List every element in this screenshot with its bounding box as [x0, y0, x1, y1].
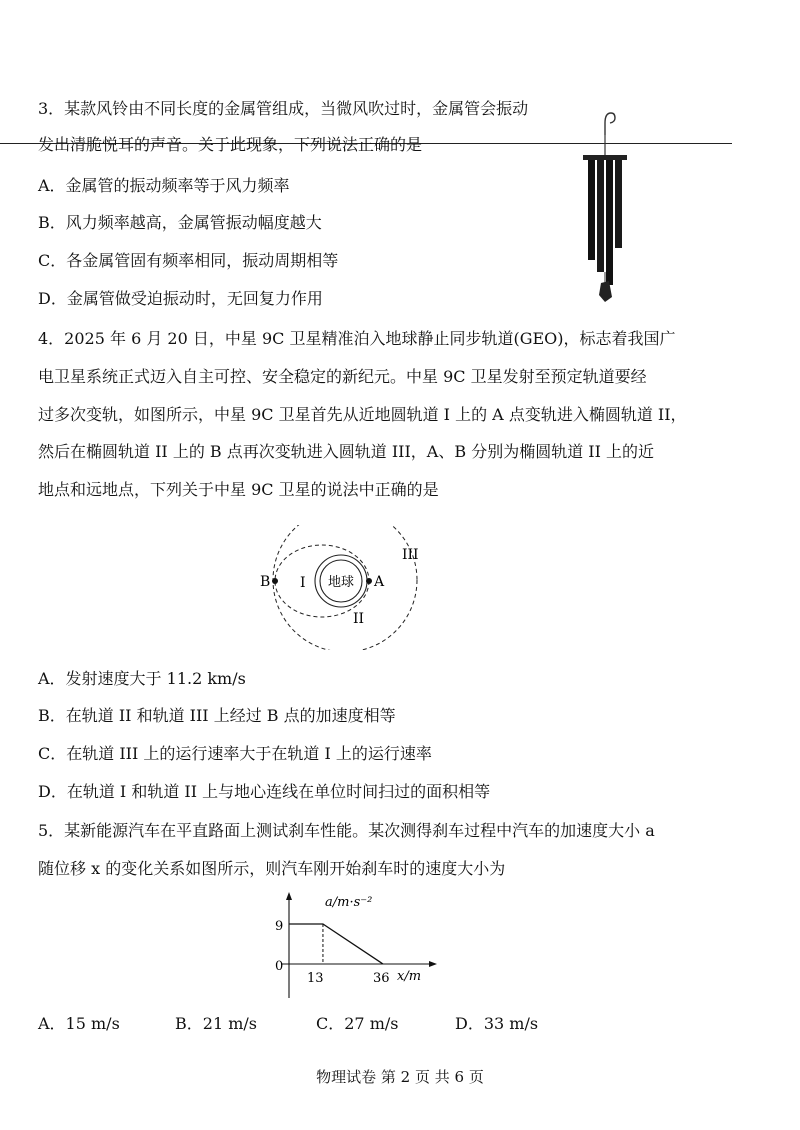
q3-option-b: B．风力频率越高，金属管振动幅度越大	[38, 213, 322, 232]
y-axis-arrow	[286, 892, 292, 900]
x-tick-13: 13	[307, 971, 324, 986]
x-axis-arrow	[429, 961, 437, 967]
x-tick-36: 36	[373, 971, 390, 986]
point-a	[366, 578, 372, 584]
q5-stem-line-2: 随位移 x 的变化关系如图所示，则汽车刚开始刹车时的速度大小为	[38, 859, 506, 878]
y-axis-label: a/m·s⁻²	[325, 895, 373, 910]
q3-option-c: C．各金属管固有频率相同，振动周期相等	[38, 251, 339, 270]
q5-option-d: D．33 m/s	[455, 1014, 539, 1033]
a-x-series-line	[289, 924, 383, 964]
q4-option-d: D．在轨道 I 和轨道 II 上与地心连线在单位时间扫过的面积相等	[38, 782, 491, 801]
page-footer: 物理试卷 第 2 页 共 6 页	[316, 1068, 484, 1086]
q4-stem-line-5: 地点和远地点，下列关于中星 9C 卫星的说法中正确的是	[38, 480, 439, 499]
x-axis-label: x/m	[397, 969, 422, 984]
q3-stem-line-1: 3．某款风铃由不同长度的金属管组成，当微风吹过时，金属管会振动	[38, 99, 529, 118]
q3-option-a: A．金属管的振动频率等于风力频率	[38, 176, 290, 195]
y-tick-9: 9	[275, 919, 284, 934]
q5-stem-line-1: 5．某新能源汽车在平直路面上测试刹车性能。某次测得刹车过程中汽车的加速度大小 a	[38, 821, 655, 840]
label-b: B	[260, 574, 271, 590]
earth-label: 地球	[327, 575, 355, 590]
label-i: I	[300, 575, 306, 591]
q4-stem-line-4: 然后在椭圆轨道 II 上的 B 点再次变轨进入圆轨道 III，A、B 分别为椭圆轨道 II 上的近	[38, 442, 655, 461]
q4-stem-line-1: 4．2025 年 6 月 20 日，中星 9C 卫星精准泊入地球静止同步轨道(GEO)，标志着我国广	[38, 329, 676, 348]
y-tick-0: 0	[275, 959, 284, 974]
label-ii: II	[353, 611, 365, 627]
q5-option-b: B．21 m/s	[175, 1014, 257, 1033]
point-b	[272, 578, 278, 584]
q5-option-a: A．15 m/s	[38, 1014, 120, 1033]
orbit-diagram	[250, 525, 440, 650]
q4-stem-line-3: 过多次变轨，如图所示，中星 9C 卫星首先从近地圆轨道 I 上的 A 点变轨进入椭圆轨道 II，	[38, 405, 687, 424]
q4-option-a: A．发射速度大于 11.2 km/s	[38, 669, 246, 688]
wind-chime-image	[575, 105, 635, 305]
q4-option-b: B．在轨道 II 和轨道 III 上经过 B 点的加速度相等	[38, 706, 396, 725]
orbit-ii	[275, 545, 369, 617]
q5-option-c: C．27 m/s	[316, 1014, 399, 1033]
acceleration-displacement-chart	[265, 890, 440, 1002]
q3-stem-line-2: 发出清脆悦耳的声音。关于此现象，下列说法正确的是	[38, 135, 423, 154]
q4-option-c: C．在轨道 III 上的运行速率大于在轨道 I 上的运行速率	[38, 744, 432, 763]
q3-option-d: D．金属管做受迫振动时，无回复力作用	[38, 289, 323, 308]
label-a: A	[374, 574, 385, 590]
q4-stem-line-2: 电卫星系统正式迈入自主可控、安全稳定的新纪元。中星 9C 卫星发射至预定轨道要经	[38, 367, 647, 386]
label-iii: III	[402, 547, 419, 563]
